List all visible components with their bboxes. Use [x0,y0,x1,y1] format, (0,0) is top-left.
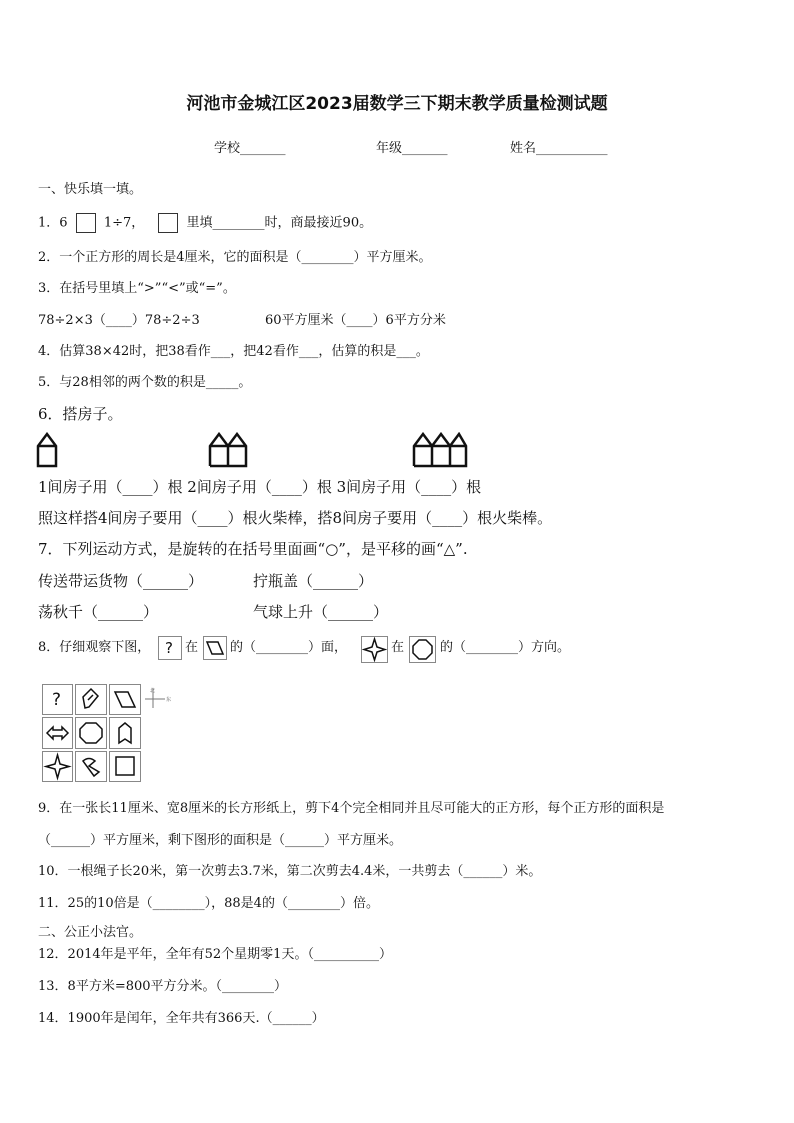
question-mark-icon: ? [158,636,182,660]
q7-item-swing: 荡秋千（______） [38,603,159,621]
question-3a: 78÷2×3（____）78÷2÷3 [38,313,200,328]
q8-part-e: 的（________）方向。 [440,640,571,655]
q1-part-a: 1．6 [38,215,68,231]
svg-text:东: 东 [166,697,172,703]
question-11: 11．25的10倍是（________），88是4的（________）倍。 [38,896,379,911]
double-arrow-icon [42,717,73,749]
question-10: 10．一根绳子长20米，第一次剪去3.7米，第二次剪去4.4米，一共剪去（______）米。 [38,864,542,879]
square-icon [109,751,141,782]
school-field: 学校_______ [214,141,286,156]
name-field: 姓名___________ [510,141,608,156]
grid-parallelogram-icon [109,684,141,715]
question-6a: 1间房子用（____）根 2间房子用（____）根 3间房子用（____）根 [38,478,482,496]
question-9-line-2: （______）平方厘米，剩下图形的面积是（______）平方厘米。 [38,833,403,848]
question-6b: 照这样搭4间房子要用（____）根火柴棒，搭8间房子要用（____）根火柴棒。 [38,509,553,527]
q1-part-b: 1÷7， [103,215,145,231]
grade-field: 年级_______ [376,141,448,156]
q8-part-c: 的（________）面， [230,640,348,655]
section-1-heading: 一、快乐填一填。 [38,182,143,197]
question-12: 12．2014年是平年，全年有52个星期零1天。（__________） [38,947,392,962]
question-7: 7．下列运动方式，是旋转的在括号里面画“○”，是平移的画“△”. [38,540,468,558]
compass-icon [143,686,173,710]
q8-part-a: 8．仔细观察下图， [38,640,151,655]
question-13: 13．8平方米=800平方分米。（________） [38,979,288,994]
grid-star-icon [42,751,73,782]
svg-text:北: 北 [150,688,156,694]
question-2: 2．一个正方形的周长是4厘米，它的面积是（________）平方厘米。 [38,250,432,265]
question-4: 4．估算38×42时，把38看作___，把42看作___，估算的积是___。 [38,344,429,359]
question-14: 14．1900年是闰年，全年共有366天.（______） [38,1011,325,1026]
question-3: 3．在括号里填上“>”“<”或“=”。 [38,281,236,296]
q8-part-d: 在 [391,640,405,655]
two-houses-figure [208,432,250,468]
q7-item-balloon: 气球上升（______） [253,603,389,621]
four-point-star-icon [361,636,388,663]
octagon-icon [409,636,436,663]
three-houses-figure [412,432,468,468]
question-9-line-1: 9．在一张长11厘米、宽8厘米的长方形纸上，剪下4个完全相同并且尽可能大的正方形，每个正方形的面积是 [38,801,665,816]
parallelogram-icon [203,636,227,660]
question-5: 5．与28相邻的两个数的积是_____。 [38,375,252,390]
question-3b: 60平方厘米（____）6平方分米 [265,313,446,328]
q1-part-c: 里填________时，商最接近90。 [186,215,373,231]
q7-item-conveyor: 传送带运货物（______） [38,572,204,590]
blank-box [158,213,178,233]
page-title: 河池市金城江区2023届数学三下期末教学质量检测试题 [186,94,608,114]
blank-box [76,213,96,233]
q8-part-b: 在 [185,640,199,655]
section-2-heading: 二、公正小法官。 [38,925,143,940]
leaf-shape-icon [75,684,107,715]
one-house-figure [36,432,60,468]
pentagon-arrow-icon [109,717,141,749]
question-1 [38,213,372,233]
grid-question-mark-icon: ? [42,684,73,715]
grid-octagon-icon [75,717,107,749]
q7-item-bottle-cap: 拧瓶盖（______） [253,572,374,590]
question-6: 6．搭房子。 [38,405,123,423]
curved-shape-icon [75,751,107,782]
